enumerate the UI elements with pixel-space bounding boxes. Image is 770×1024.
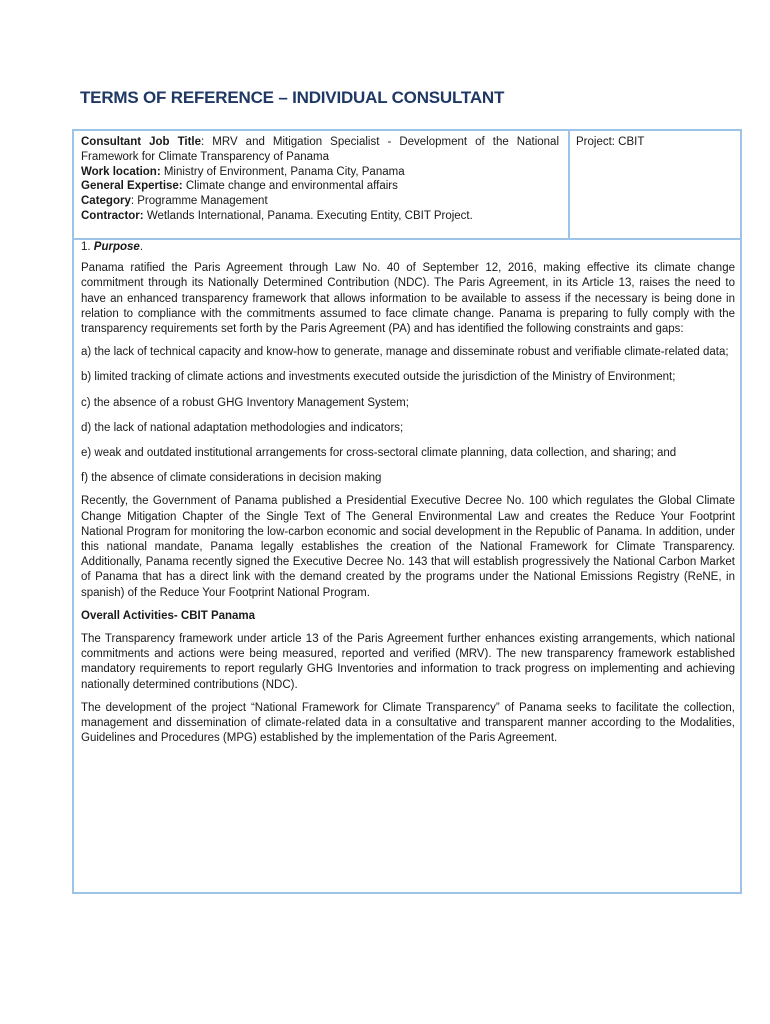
purpose-period: . <box>139 241 144 253</box>
work-location-value: Ministry of Environment, Panama City, Panama <box>160 165 405 178</box>
tor-table <box>72 129 742 894</box>
gap-item-f: f) the absence of climate considerations in decision making <box>81 472 382 485</box>
recent-decrees-paragraph: Recently, the Government of Panama published a Presidential Executive Decree No. 100 which regulates the Global Climate Change Mitigation Chapter of the Single Text of The General Environmental Law and creates the Reduce Your Footprint National Program for monitoring the low-carbon economic and social development in the Republic of Panama. In addition, under this national mandate, Panama legally establishes the creation of the National Framework for Climate Transparency. Additionally, Panama recently signed the Executive Decree No. 143 that will establish progressively the National Carbon Market of Panama that has a direct link with the demand created by the programs under the National Emissions Registry (ReNE, in spanish) of the Reduce Your Footprint National Program. <box>81 495 735 599</box>
job-title-value: : MRV and Mitigation Specialist - Development of the National Framework for Climate Transparency of Panama <box>81 136 559 163</box>
activities-paragraph-1: The Transparency framework under article 13 of the Paris Agreement further enhances existing arrangements, which national commitments and actions were being measured, reported and verified (MRV). The new transparency framework established mandatory requirements to report regularly GHG Inventories and information to track progress on implementing and achieving nationally determined contributions (NDC). <box>81 633 735 691</box>
contractor-line <box>81 209 559 224</box>
work-location-line <box>81 165 559 180</box>
job-title-label: Consultant Job Title <box>81 136 202 148</box>
purpose-number: 1. <box>81 241 94 253</box>
expertise-label: General Expertise: <box>81 180 183 193</box>
purpose-heading <box>81 240 735 255</box>
activities-paragraph-2: The development of the project “National Framework for Climate Transparency” of Panama seeks to facilitate the collection, management and dissemination of climate-related data in a consultative and transparent manner according to the Modalities, Guidelines and Procedures (MPG) established by the implementation of the Paris Agreement. <box>81 701 735 745</box>
header-row <box>74 131 740 240</box>
category-label: Category <box>81 195 131 208</box>
job-title-line <box>81 135 559 165</box>
purpose-intro: Panama ratified the Paris Agreement through Law No. 40 of September 12, 2016, making effective its climate change commitment through its Nationally Determined Contribution (NDC). The Paris Agreement, in its Article 13, raises the need to have an enhanced transparency framework that allows information to be available to assess if the necessary is being done in relation to compliance with the commitments assumed to face climate change. Panama is preparing to fully comply with the transparency requirements set forth by the Paris Agreement (PA) and has identified the following constraints and gaps: <box>81 262 735 336</box>
purpose-label: Purpose <box>93 241 140 253</box>
activities-heading <box>81 609 735 624</box>
contractor-value: Wetlands International, Panama. Executing Entity, CBIT Project. <box>143 209 473 222</box>
expertise-value: Climate change and environmental affairs <box>182 180 398 193</box>
category-value: : Programme Management <box>130 195 268 208</box>
contractor-label: Contractor: <box>81 209 144 222</box>
category-line <box>81 194 559 209</box>
project-cell: Project: CBIT <box>576 136 645 148</box>
document-title: TERMS OF REFERENCE – INDIVIDUAL CONSULTANT <box>80 88 505 107</box>
work-location-label: Work location: <box>81 165 161 178</box>
expertise-line <box>81 179 559 194</box>
gap-item-e: e) weak and outdated institutional arrangements for cross-sectoral climate planning, data collection, and sharing; and <box>81 447 677 460</box>
gap-item-c: c) the absence of a robust GHG Inventory Management System; <box>81 396 409 409</box>
column-divider <box>568 131 570 238</box>
tor-body <box>81 240 735 754</box>
gap-item-a: a) the lack of technical capacity and know-how to generate, manage and disseminate robust and verifiable climate-related data; <box>81 346 729 359</box>
gap-item-b: b) limited tracking of climate actions and investments executed outside the jurisdiction of the Ministry of Environment; <box>81 371 676 384</box>
gap-item-d: d) the lack of national adaptation methodologies and indicators; <box>81 421 404 434</box>
consultant-details <box>81 135 559 224</box>
activities-heading-text: Overall Activities- CBIT Panama <box>81 609 256 622</box>
